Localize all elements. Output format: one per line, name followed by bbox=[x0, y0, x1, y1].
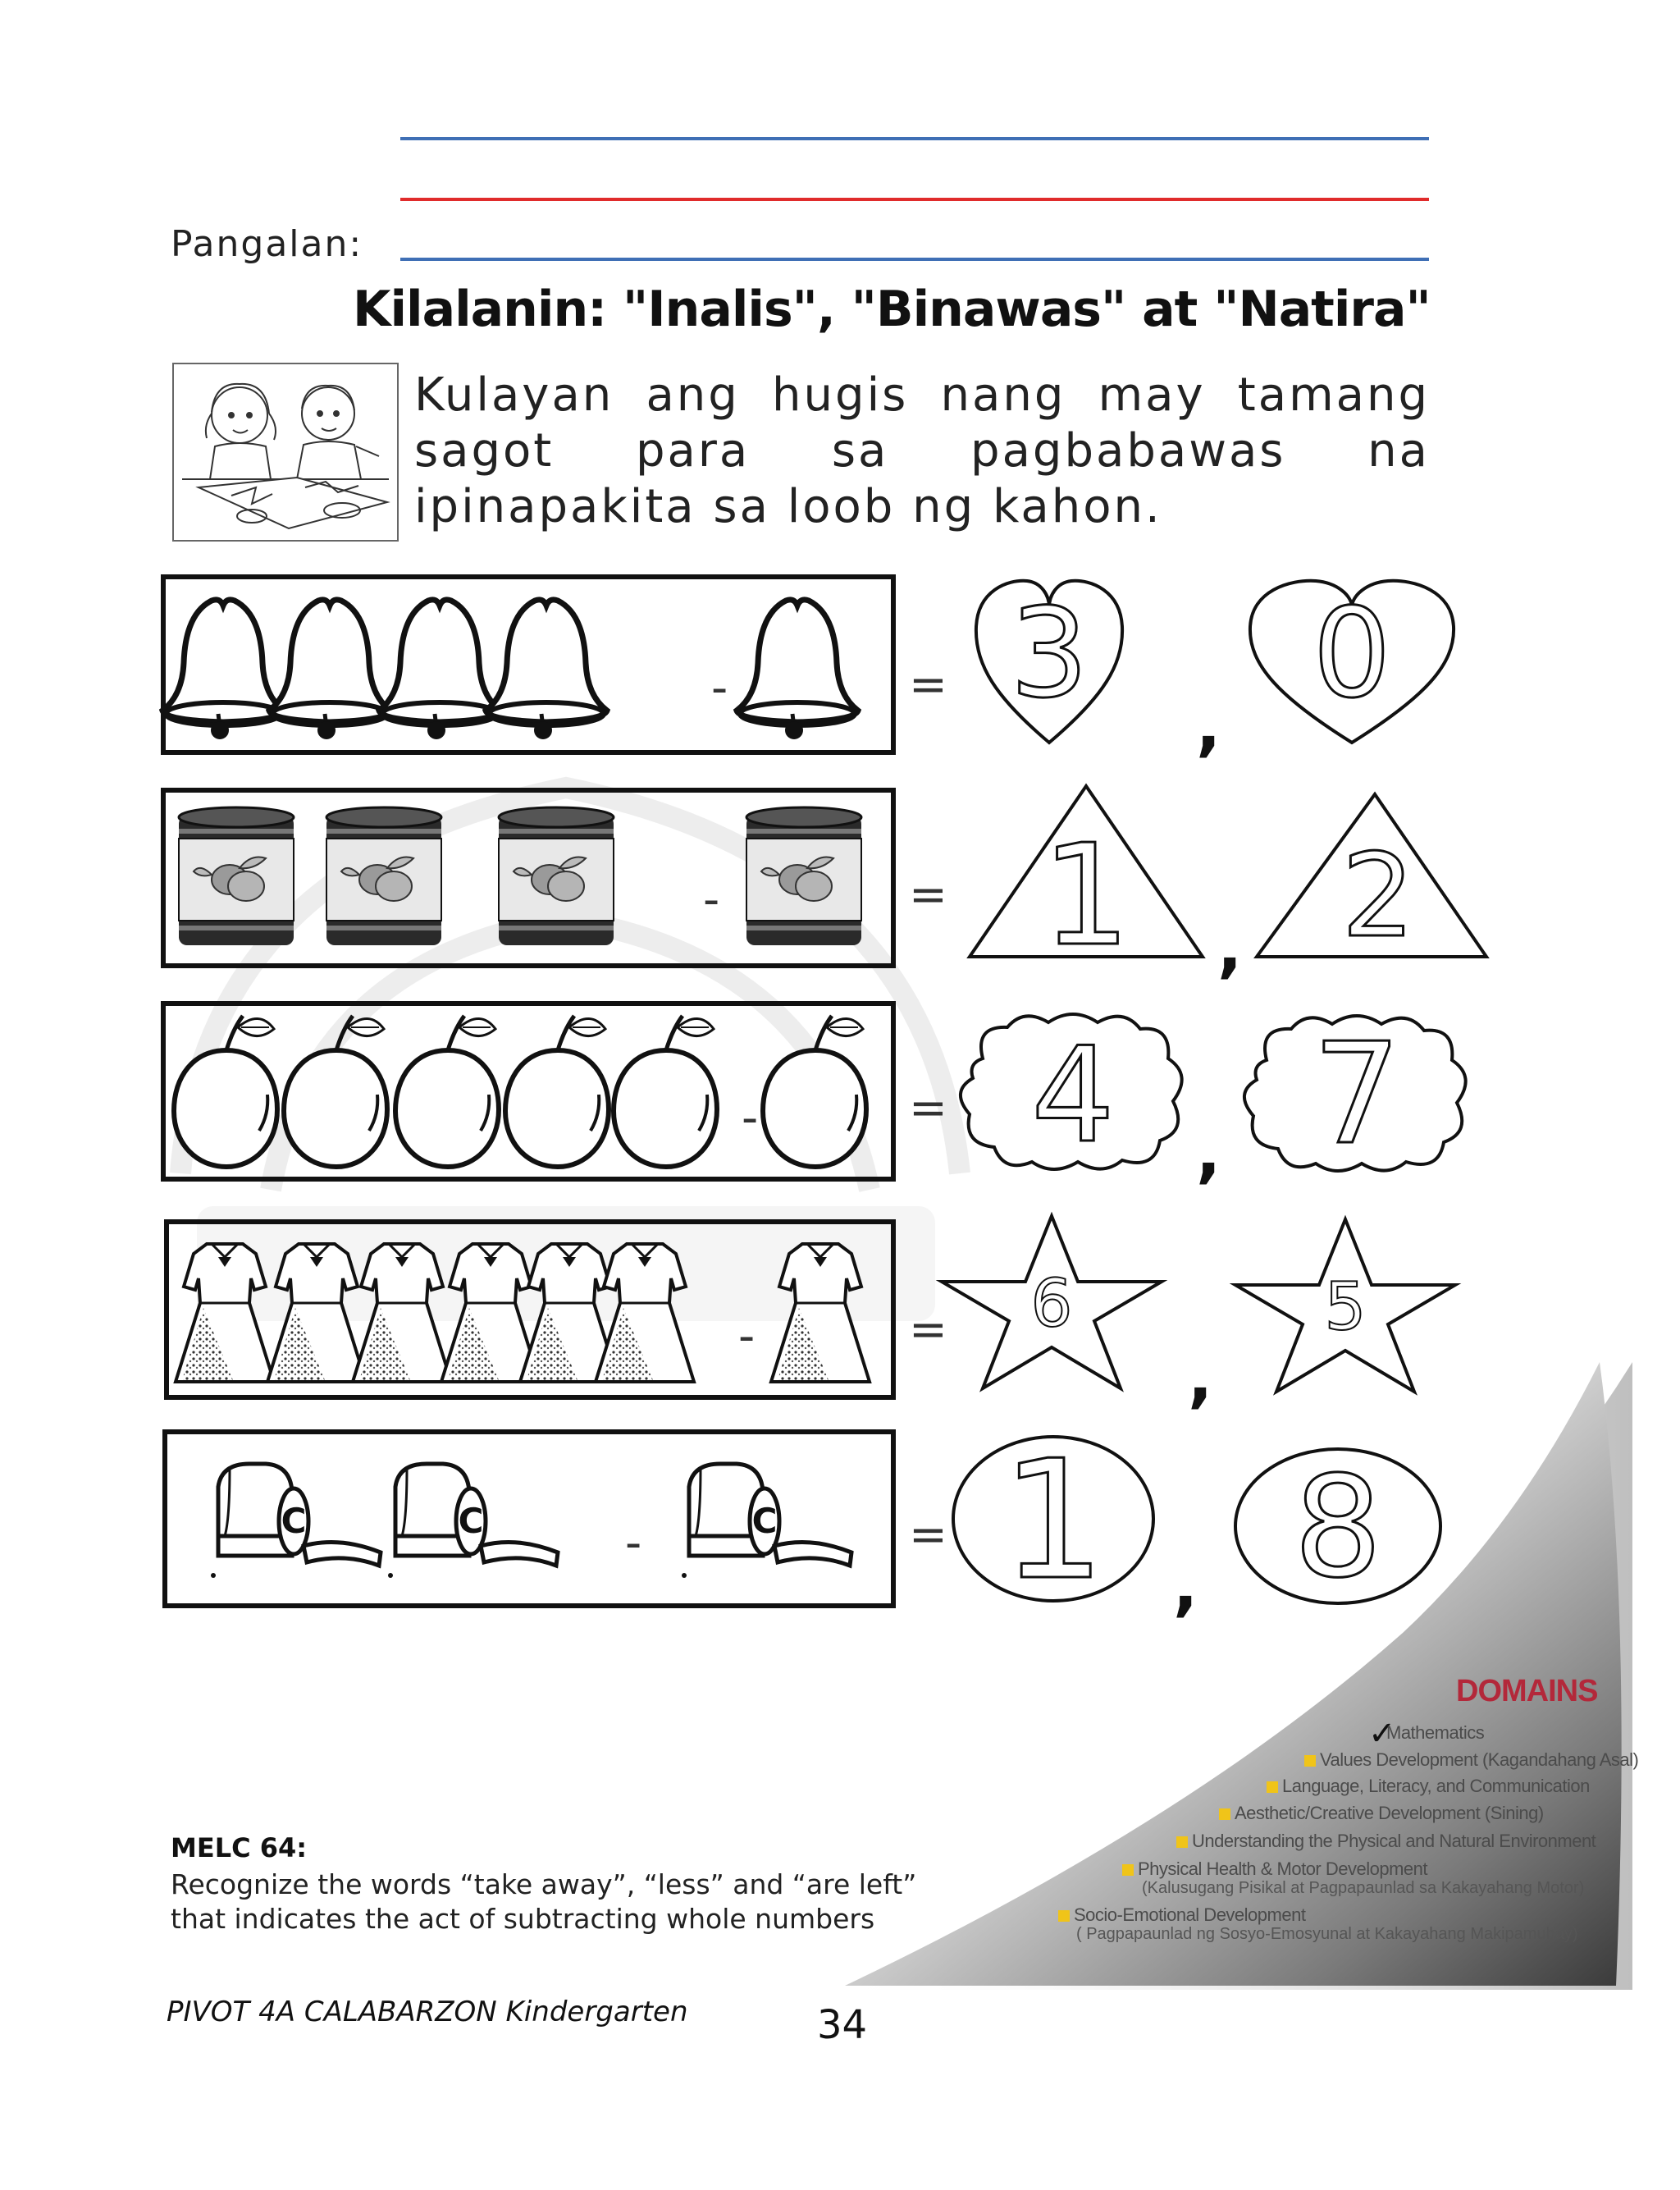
bell-icon bbox=[162, 600, 284, 739]
bullet-square-icon bbox=[1219, 1808, 1230, 1820]
domain-label: Understanding the Physical and Natural Environment bbox=[1192, 1831, 1596, 1851]
choice-number: 5 bbox=[1324, 1269, 1367, 1345]
instructions-text: Kulayan ang hugis nang may tamang sagot para sa pagbabawas na ipinapakita sa loob ng kahon. bbox=[414, 368, 1430, 533]
melc-line: that indicates the act of subtracting whole numbers bbox=[171, 1903, 875, 1935]
bullet-square-icon bbox=[1058, 1910, 1070, 1922]
domain-item-aesthetic bbox=[1219, 1804, 1544, 1823]
domain-label: Language, Literacy, and Communication bbox=[1282, 1776, 1590, 1796]
name-guide-line-top bbox=[400, 137, 1429, 140]
equals-sign: = bbox=[909, 1508, 947, 1561]
page-title: Kilalanin: "Inalis", "Binawas" at "Natira" bbox=[353, 281, 1431, 338]
comma: , bbox=[1196, 1114, 1221, 1191]
domain-label: Values Development (Kagandahang Asal) bbox=[1320, 1749, 1639, 1770]
domain-socio-subtitle: ( Pagpapaunlad ng Sosyo-Emosyunal at Kakayahang Makipamuhay) bbox=[1076, 1925, 1578, 1943]
heart-choice-0[interactable] bbox=[1244, 574, 1460, 748]
domain-item-socio bbox=[1058, 1905, 1305, 1925]
cloud-choice-7[interactable] bbox=[1234, 1011, 1480, 1175]
bullet-square-icon bbox=[1122, 1864, 1134, 1876]
bullet-square-icon bbox=[1176, 1836, 1188, 1848]
choice-number: 2 bbox=[1341, 830, 1415, 963]
caps-group: C bbox=[167, 1434, 891, 1603]
domain-physical-subtitle: (Kalusugang Pisikal at Pagpapaunlad sa Kakayahang Motor) bbox=[1142, 1879, 1585, 1897]
choice-number: 7 bbox=[1312, 1013, 1402, 1176]
equals-sign: = bbox=[909, 868, 947, 921]
can-icon bbox=[746, 807, 861, 945]
minus-sign: - bbox=[711, 661, 728, 715]
fruits-group bbox=[166, 1006, 891, 1177]
melc-line: Recognize the words “take away”, “less” and “are left” bbox=[171, 1868, 917, 1900]
dress-icon bbox=[353, 1244, 451, 1382]
domain-label: Mathematics bbox=[1386, 1722, 1485, 1743]
minus-sign: - bbox=[625, 1516, 642, 1570]
choice-number: 6 bbox=[1030, 1265, 1073, 1342]
fruit-icon bbox=[284, 1016, 387, 1167]
name-writing-line[interactable] bbox=[400, 258, 1429, 261]
cap-icon bbox=[211, 1464, 381, 1578]
equals-sign: = bbox=[909, 658, 947, 711]
dress-icon bbox=[771, 1244, 870, 1382]
domain-item-mathematics bbox=[1386, 1723, 1484, 1743]
can-icon bbox=[179, 807, 294, 945]
comma: , bbox=[1217, 909, 1243, 985]
minus-sign: - bbox=[738, 1310, 756, 1363]
choice-number: 1 bbox=[1001, 1425, 1106, 1616]
cloud-choice-4[interactable] bbox=[950, 1009, 1196, 1173]
minus-sign: - bbox=[742, 1091, 759, 1145]
checkmark-icon: ✓ bbox=[1368, 1715, 1396, 1753]
heart-choice-3[interactable] bbox=[971, 574, 1127, 748]
equals-sign: = bbox=[909, 1081, 947, 1135]
fruit-icon bbox=[505, 1016, 609, 1167]
choice-number: 3 bbox=[1010, 583, 1089, 725]
bell-icon bbox=[737, 600, 858, 739]
comma: , bbox=[1196, 688, 1221, 764]
comma: , bbox=[1173, 1548, 1198, 1624]
exercise-box-dresses bbox=[164, 1219, 896, 1400]
equals-sign: = bbox=[909, 1303, 947, 1356]
can-icon bbox=[499, 807, 614, 945]
choice-number: 0 bbox=[1312, 583, 1391, 725]
choice-number: 4 bbox=[1031, 1018, 1115, 1172]
comma: , bbox=[1188, 1339, 1213, 1415]
dress-icon bbox=[596, 1244, 694, 1382]
dress-icon bbox=[176, 1244, 274, 1382]
bell-icon bbox=[379, 600, 500, 739]
bullet-square-icon bbox=[1267, 1781, 1278, 1793]
exercise-box-cans bbox=[161, 788, 896, 968]
cap-icon bbox=[388, 1464, 558, 1578]
exercise-box-fruits bbox=[161, 1001, 896, 1182]
domains-title: DOMAINS bbox=[1456, 1674, 1598, 1708]
triangle-choice-2[interactable] bbox=[1252, 788, 1491, 963]
bullet-square-icon bbox=[1304, 1755, 1316, 1767]
domain-item-physical bbox=[1122, 1859, 1427, 1879]
bell-icon bbox=[269, 600, 390, 739]
cans-group bbox=[166, 793, 891, 963]
choice-number: 8 bbox=[1293, 1447, 1383, 1609]
can-icon bbox=[326, 807, 441, 945]
domain-item-understanding bbox=[1176, 1831, 1596, 1851]
exercise-box-caps bbox=[162, 1407, 896, 1608]
choice-number: 1 bbox=[1041, 815, 1131, 977]
fruit-icon bbox=[763, 1016, 866, 1167]
kids-illustration bbox=[172, 363, 399, 542]
domain-label: Aesthetic/Creative Development (Sining) bbox=[1235, 1803, 1544, 1823]
domain-label: Socio-Emotional Development bbox=[1074, 1904, 1306, 1925]
domain-item-values bbox=[1304, 1750, 1638, 1770]
dress-icon bbox=[267, 1244, 366, 1382]
bells-group bbox=[166, 579, 891, 750]
footer-text: PIVOT 4A CALABARZON Kindergarten bbox=[167, 1996, 688, 2028]
fruit-icon bbox=[614, 1016, 717, 1167]
children-drawing-icon bbox=[174, 364, 397, 540]
fruit-icon bbox=[174, 1016, 277, 1167]
bell-icon bbox=[486, 600, 607, 739]
fruit-icon bbox=[395, 1016, 499, 1167]
name-guide-line-middle bbox=[400, 198, 1429, 201]
dresses-group bbox=[169, 1224, 891, 1395]
name-label: Pangalan: bbox=[171, 223, 363, 265]
exercise-box-bells bbox=[161, 574, 896, 755]
domain-item-language bbox=[1267, 1776, 1590, 1796]
melc-title: MELC 64: bbox=[171, 1832, 308, 1863]
triangle-choice-1[interactable] bbox=[965, 780, 1208, 977]
page-number: 34 bbox=[817, 2002, 868, 2048]
domain-label: Physical Health & Motor Development bbox=[1138, 1859, 1427, 1879]
minus-sign: - bbox=[703, 873, 720, 926]
melc-description bbox=[171, 1868, 991, 1936]
